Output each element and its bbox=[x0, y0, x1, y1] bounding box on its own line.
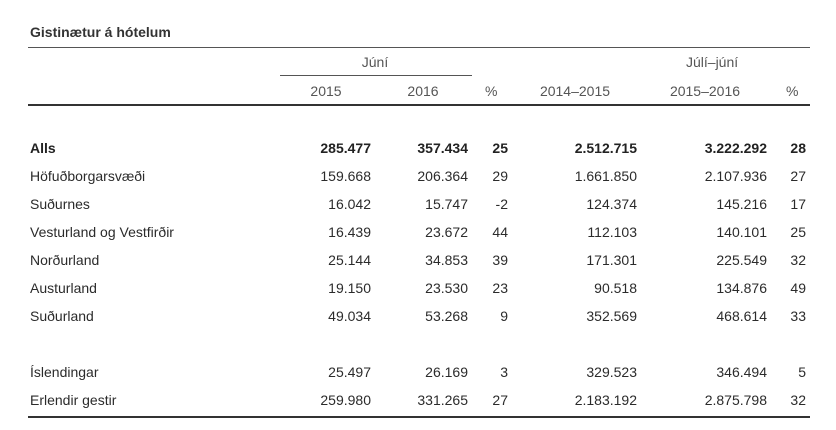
table-title: Gistinætur á hótelum bbox=[30, 24, 171, 40]
value-pct-june: -2 bbox=[495, 196, 508, 212]
value-2014-2015: 90.518 bbox=[594, 280, 637, 296]
value-2015-2016: 3.222.292 bbox=[704, 140, 767, 156]
value-2016: 331.265 bbox=[417, 392, 468, 408]
value-pct-july-june: 32 bbox=[790, 392, 806, 408]
value-2016: 26.169 bbox=[425, 364, 468, 380]
june-group-rule bbox=[280, 75, 472, 76]
value-2015: 16.042 bbox=[328, 196, 371, 212]
value-pct-june: 25 bbox=[492, 140, 508, 156]
value-2015-2016: 2.875.798 bbox=[704, 392, 767, 408]
header-col-2015: 2015 bbox=[310, 83, 342, 99]
value-pct-july-june: 33 bbox=[790, 308, 806, 324]
row-label: Norðurland bbox=[30, 252, 100, 268]
value-2015: 285.477 bbox=[320, 140, 371, 156]
header-col-pct1: % bbox=[485, 83, 498, 99]
value-2015-2016: 145.216 bbox=[716, 196, 767, 212]
value-2014-2015: 112.103 bbox=[587, 224, 637, 240]
value-pct-june: 39 bbox=[492, 252, 508, 268]
row-label: Alls bbox=[30, 140, 56, 156]
row-label: Íslendingar bbox=[30, 364, 99, 380]
value-2015-2016: 2.107.936 bbox=[704, 168, 767, 184]
value-2016: 23.672 bbox=[425, 224, 468, 240]
value-2016: 206.364 bbox=[417, 168, 468, 184]
value-pct-july-june: 17 bbox=[790, 196, 806, 212]
value-pct-june: 3 bbox=[500, 364, 508, 380]
header-col-2014-2015: 2014–2015 bbox=[539, 83, 611, 99]
value-2015: 25.497 bbox=[328, 364, 371, 380]
value-2016: 357.434 bbox=[417, 140, 468, 156]
value-2015: 19.150 bbox=[328, 280, 371, 296]
header-col-2015-2016: 2015–2016 bbox=[669, 83, 741, 99]
value-2014-2015: 352.569 bbox=[586, 308, 637, 324]
value-pct-june: 44 bbox=[492, 224, 508, 240]
value-2016: 34.853 bbox=[425, 252, 468, 268]
value-pct-july-june: 5 bbox=[798, 364, 806, 380]
value-pct-july-june: 25 bbox=[790, 224, 806, 240]
value-pct-june: 29 bbox=[492, 168, 508, 184]
header-group-june: Júní bbox=[361, 54, 389, 70]
value-pct-july-june: 49 bbox=[790, 280, 806, 296]
value-pct-july-june: 32 bbox=[790, 252, 806, 268]
value-2015-2016: 346.494 bbox=[716, 364, 767, 380]
value-2015-2016: 140.101 bbox=[716, 224, 767, 240]
value-2014-2015: 124.374 bbox=[586, 196, 637, 212]
value-2016: 53.268 bbox=[425, 308, 468, 324]
value-pct-june: 9 bbox=[500, 308, 508, 324]
value-2016: 15.747 bbox=[425, 196, 468, 212]
value-2015: 159.668 bbox=[320, 168, 371, 184]
bottom-rule bbox=[28, 416, 810, 418]
value-pct-july-june: 28 bbox=[790, 140, 806, 156]
value-2015: 25.144 bbox=[328, 252, 371, 268]
value-2014-2015: 1.661.850 bbox=[574, 168, 637, 184]
value-2014-2015: 329.523 bbox=[586, 364, 637, 380]
header-group-july-june: Júlí–júní bbox=[686, 54, 739, 70]
row-label: Vesturland og Vestfirðir bbox=[30, 224, 174, 240]
value-2014-2015: 2.512.715 bbox=[574, 140, 637, 156]
top-rule bbox=[28, 47, 810, 48]
row-label: Suðurland bbox=[30, 308, 94, 324]
value-2016: 23.530 bbox=[425, 280, 468, 296]
row-label: Austurland bbox=[30, 280, 97, 296]
row-label: Höfuðborgarsvæði bbox=[30, 168, 146, 184]
row-label: Erlendir gestir bbox=[30, 392, 117, 408]
value-2015-2016: 225.549 bbox=[716, 252, 767, 268]
value-2014-2015: 171.301 bbox=[586, 252, 637, 268]
value-pct-june: 23 bbox=[492, 280, 508, 296]
value-2015-2016: 468.614 bbox=[716, 308, 767, 324]
header-col-2016: 2016 bbox=[407, 83, 439, 99]
value-2015: 16.439 bbox=[328, 224, 371, 240]
value-2015-2016: 134.876 bbox=[716, 280, 767, 296]
header-bottom-rule bbox=[28, 104, 810, 106]
value-pct-june: 27 bbox=[492, 392, 508, 408]
value-2014-2015: 2.183.192 bbox=[574, 392, 637, 408]
value-2015: 49.034 bbox=[328, 308, 371, 324]
value-pct-july-june: 27 bbox=[790, 168, 806, 184]
value-2015: 259.980 bbox=[320, 392, 371, 408]
row-label: Suðurnes bbox=[30, 196, 90, 212]
header-col-pct2: % bbox=[786, 83, 799, 99]
